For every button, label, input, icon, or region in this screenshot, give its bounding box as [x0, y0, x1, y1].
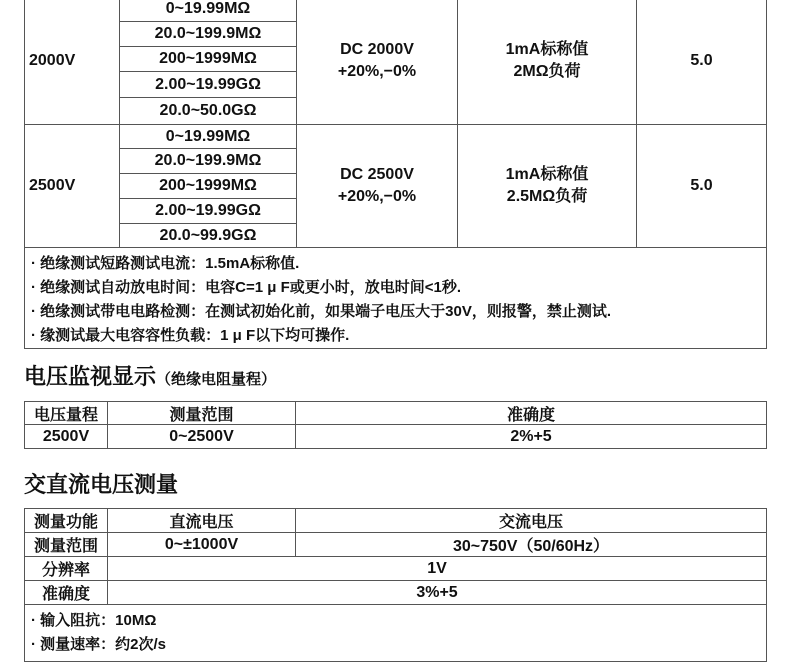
range-cell: 2.00~19.99GΩ	[119, 71, 297, 98]
range-cell: 0~19.99MΩ	[119, 0, 297, 22]
data-cell: 0~±1000V	[107, 532, 296, 557]
note-line: · 绝缘测试自动放电时间：电容C=1 μ F或更小时，放电时间<1秒.	[31, 279, 462, 296]
data-cell: 2%+5	[295, 424, 767, 449]
range-cell: 0~19.99MΩ	[119, 124, 297, 149]
header-cell: 测量功能	[24, 508, 108, 533]
output-voltage-line: DC 2500V	[340, 166, 414, 183]
header-cell: 测量范围	[107, 401, 296, 425]
header-cell: 准确度	[295, 401, 767, 425]
output-voltage-cell	[296, 0, 458, 125]
test-load-line: 2.5MΩ负荷	[506, 188, 588, 205]
section-title-acdc-voltage: 交直流电压测量	[24, 472, 179, 497]
test-current-line: 1mA标称值	[505, 166, 589, 183]
header-cell: 电压量程	[24, 401, 108, 425]
note-line: · 绝缘测试带电电路检测：在测试初始化前，如果端子电压大于30V，则报警，禁止测试.	[31, 303, 612, 320]
data-cell: 30~750V（50/60Hz）	[295, 532, 767, 557]
voltage-cell: 2000V	[24, 0, 120, 125]
note-line: · 缘测试最大电容容性负载：1 μ F以下均可操作.	[31, 327, 350, 344]
range-cell: 20.0~50.0GΩ	[119, 97, 297, 125]
test-current-line: 1mA标称值	[505, 40, 589, 58]
header-cell: 直流电压	[107, 508, 296, 533]
test-current-cell	[457, 0, 637, 125]
output-voltage-line: DC 2000V	[340, 40, 414, 58]
label-cell: 分辨率	[24, 556, 108, 581]
accuracy-cell: 5.0	[636, 124, 767, 248]
accuracy-cell: 5.0	[636, 0, 767, 125]
data-cell: 1V	[107, 556, 767, 581]
data-cell: 2500V	[24, 424, 108, 449]
range-cell: 20.0~199.9MΩ	[119, 21, 297, 47]
range-cell: 200~1999MΩ	[119, 46, 297, 72]
output-voltage-cell	[296, 124, 458, 248]
output-voltage-tolerance: +20%,−0%	[337, 62, 417, 80]
range-cell: 20.0~99.9GΩ	[119, 223, 297, 248]
notes-box	[24, 247, 767, 349]
section-title-voltage-monitor	[24, 360, 276, 391]
output-voltage-tolerance: +20%,−0%	[337, 188, 417, 205]
section-title-text: 电压监视显示	[24, 364, 157, 389]
range-cell: 2.00~19.99GΩ	[119, 198, 297, 224]
voltage-cell: 2500V	[24, 124, 120, 248]
header-cell: 交流电压	[295, 508, 767, 533]
range-cell: 20.0~199.9MΩ	[119, 148, 297, 174]
note-line: · 测量速率：约2次/s	[31, 636, 167, 653]
test-load-line: 2MΩ负荷	[513, 62, 581, 80]
data-cell: 0~2500V	[107, 424, 296, 449]
note-line: · 绝缘测试短路测试电流：1.5mA标称值.	[31, 255, 300, 272]
note-line: · 输入阻抗：10MΩ	[31, 612, 157, 629]
range-cell: 200~1999MΩ	[119, 173, 297, 199]
test-current-cell	[457, 124, 637, 248]
label-cell: 准确度	[24, 580, 108, 605]
label-cell: 测量范围	[24, 532, 108, 557]
notes-box	[24, 604, 767, 662]
section-subtitle: （绝缘电阻量程）	[156, 371, 277, 388]
data-cell: 3%+5	[107, 580, 767, 605]
